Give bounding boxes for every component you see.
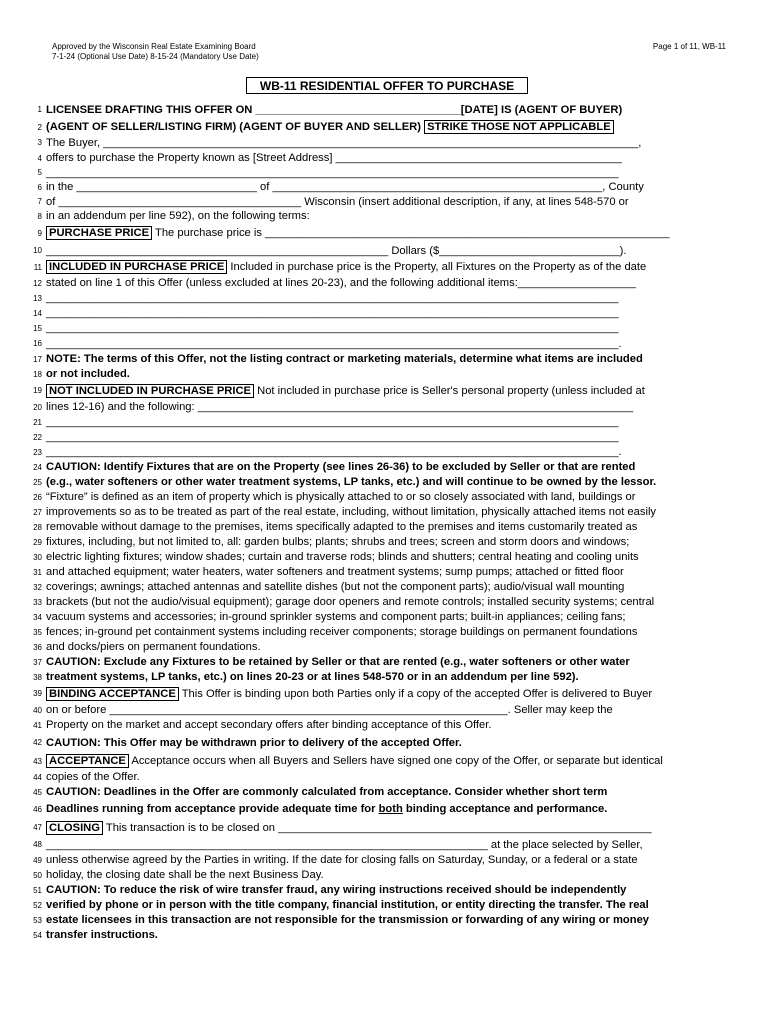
line-text: Acceptance occurs when all Buyers and Sellers have signed one copy of the Offer, or separate but identical <box>128 755 663 767</box>
line-number: 15 <box>33 324 42 333</box>
line-number: 41 <box>33 721 42 730</box>
line-text: stated on line 1 of this Offer (unless excluded at lines 20-23), and the following additional items:___________________ <box>46 277 637 289</box>
line-number: 51 <box>33 886 42 895</box>
line-text: ____________________________________________________________________________________________ <box>46 431 619 443</box>
line-number: 17 <box>33 355 42 364</box>
line-number: 9 <box>37 229 42 238</box>
line-number: 53 <box>33 916 42 925</box>
form-line <box>30 400 730 415</box>
line-number: 23 <box>33 448 42 457</box>
form-line <box>30 352 730 367</box>
line-number: 31 <box>33 568 42 577</box>
line-number: 35 <box>33 628 42 637</box>
form-title: WB-11 RESIDENTIAL OFFER TO PURCHASE <box>246 77 528 94</box>
line-text: of _______________________________________ Wisconsin (insert additional description, if any, at lines 548-570 or <box>46 196 629 208</box>
form-line <box>30 655 730 670</box>
line-number: 5 <box>37 168 42 177</box>
form-line <box>30 505 730 520</box>
line-text: both <box>378 803 403 815</box>
form-line <box>30 535 730 550</box>
line-number: 42 <box>33 738 42 747</box>
line-number: 33 <box>33 598 42 607</box>
section-heading: PURCHASE PRICE <box>46 226 152 240</box>
form-line <box>30 837 730 853</box>
line-text: vacuum systems and accessories; in-ground sprinkler systems and component parts; built-in appliances; ceiling fans; <box>46 611 626 623</box>
form-line <box>30 595 730 610</box>
line-text: LICENSEE DRAFTING THIS OFFER ON _________________________________[DATE] IS (AGENT OF BUYER) <box>46 104 623 116</box>
line-text: (e.g., water softeners or other water treatment systems, LP tanks, etc.) and will continue to be owned by the lessor. <box>46 476 657 488</box>
form-line <box>30 430 730 445</box>
page-indicator: Page 1 of 11, WB-11 <box>652 42 726 51</box>
line-text: CAUTION: Deadlines in the Offer are commonly calculated from acceptance. Consider whether short term <box>46 786 608 798</box>
line-text: ____________________________________________________________________________________________ <box>46 167 619 179</box>
form-line <box>30 209 730 224</box>
line-text: ____________________________________________________________________________________________ <box>46 416 619 428</box>
line-text: coverings; awnings; attached antennas and satellite dishes (but not the component parts); audio/visual wall mounting <box>46 581 625 593</box>
form-line <box>30 565 730 580</box>
form-line <box>30 382 730 400</box>
form-line <box>30 276 730 291</box>
line-number: 47 <box>33 823 42 832</box>
section-heading: BINDING ACCEPTANCE <box>46 687 179 701</box>
form-line <box>30 415 730 430</box>
line-number: 4 <box>37 154 42 163</box>
form-line <box>30 166 730 180</box>
line-text: The purchase price is _________________________________________________________________ <box>152 227 670 239</box>
line-text: estate licensees in this transaction are not responsible for the transmission or forwarding of any wiring or money <box>46 914 650 926</box>
form-line <box>30 490 730 505</box>
line-text: CAUTION: This Offer may be withdrawn prior to delivery of the accepted Offer. <box>46 737 462 749</box>
form-line <box>30 180 730 195</box>
form-line <box>30 151 730 166</box>
line-number: 24 <box>33 463 42 472</box>
form-line <box>30 913 730 928</box>
section-heading: ACCEPTANCE <box>46 754 129 768</box>
line-number: 30 <box>33 553 42 562</box>
line-text: or not included. <box>46 368 130 380</box>
approval-line: Approved by the Wisconsin Real Estate Examining Board <box>52 42 256 51</box>
line-number: 8 <box>37 212 42 221</box>
section-heading: NOT INCLUDED IN PURCHASE PRICE <box>46 384 254 398</box>
line-text: on or before ________________________________________________________________. Seller may keep the <box>46 704 613 716</box>
form-line <box>30 224 730 243</box>
line-text: ____________________________________________________________________________________________ <box>46 307 619 319</box>
line-text: and attached equipment; water heaters, water softeners and treatment systems; sump pumps; attached or fitted floor <box>46 566 624 578</box>
line-number: 29 <box>33 538 42 547</box>
line-number: 10 <box>33 246 42 255</box>
line-number: 16 <box>33 339 42 348</box>
line-text: “Fixture” is defined as an item of property which is physically attached to or so closely associated with land, buildings or <box>46 491 636 503</box>
line-text: brackets (but not the audio/visual equipment); garage door openers and remote controls; installed security systems; central <box>46 596 655 608</box>
line-text: _______________________________________________________________________ at the place selected by Seller, <box>46 839 643 851</box>
form-line <box>30 640 730 655</box>
line-number: 50 <box>33 871 42 880</box>
line-number: 19 <box>33 386 42 395</box>
line-text: CAUTION: To reduce the risk of wire transfer fraud, any wiring instructions received should be independently <box>46 884 627 896</box>
line-number: 54 <box>33 931 42 940</box>
line-text: and docks/piers on permanent foundations. <box>46 641 261 653</box>
form-line <box>30 336 730 352</box>
line-text: unless otherwise agreed by the Parties in writing. If the date for closing falls on Saturday, Sunday, or a federal or a state <box>46 854 638 866</box>
line-number: 34 <box>33 613 42 622</box>
form-line <box>30 120 730 135</box>
line-number: 18 <box>33 370 42 379</box>
line-number: 44 <box>33 773 42 782</box>
form-line <box>30 135 730 151</box>
form-line <box>30 883 730 898</box>
line-number: 45 <box>33 788 42 797</box>
form-line <box>30 460 730 475</box>
form-line <box>30 868 730 883</box>
line-number: 12 <box>33 279 42 288</box>
form-line <box>30 785 730 800</box>
line-text: This transaction is to be closed on ____________________________________________________________ <box>102 822 652 834</box>
line-text: ____________________________________________________________________________________________ <box>46 322 619 334</box>
line-number: 2 <box>37 123 42 132</box>
line-text: removable without damage to the premises, items specifically adapted to the premises and items customarily treated as <box>46 521 638 533</box>
form-line <box>30 475 730 490</box>
line-text: binding acceptance and performance. <box>402 803 608 815</box>
line-text: in an addendum per line 592), on the following terms: <box>46 210 310 222</box>
form-line <box>30 445 730 460</box>
line-number: 11 <box>33 263 42 272</box>
section-heading: STRIKE THOSE NOT APPLICABLE <box>424 120 614 134</box>
line-number: 25 <box>33 478 42 487</box>
form-line <box>30 195 730 209</box>
line-text: Deadlines running from acceptance provide adequate time for <box>46 803 379 815</box>
form-line <box>30 703 730 718</box>
form-line <box>30 800 730 819</box>
line-text: offers to purchase the Property known as [Street Address] ______________________________________________ <box>46 152 622 164</box>
line-text: ____________________________________________________________________________________________. <box>46 338 622 350</box>
line-text: CAUTION: Exclude any Fixtures to be retained by Seller or that are rented (e.g., water softeners or other water <box>46 656 630 668</box>
line-text: fences; in-ground pet containment systems including receiver components; storage buildings on permanent foundations <box>46 626 638 638</box>
form-line <box>30 100 730 120</box>
line-text: _______________________________________________________ Dollars ($_____________________________). <box>46 245 627 257</box>
line-text: holiday, the closing date shall be the next Business Day. <box>46 869 324 881</box>
line-number: 40 <box>33 706 42 715</box>
line-number: 48 <box>33 840 42 849</box>
line-number: 13 <box>33 294 42 303</box>
line-text: copies of the Offer. <box>46 771 140 783</box>
form-line <box>30 718 730 733</box>
line-number: 22 <box>33 433 42 442</box>
line-text: CAUTION: Identify Fixtures that are on the Property (see lines 26-36) to be excluded by Seller or that are rented <box>46 461 636 473</box>
line-number: 1 <box>37 105 42 114</box>
section-heading: CLOSING <box>46 821 103 835</box>
use-dates-line: 7-1-24 (Optional Use Date) 8-15-24 (Mandatory Use Date) <box>52 52 259 61</box>
line-number: 6 <box>37 183 42 192</box>
line-number: 52 <box>33 901 42 910</box>
line-text: ____________________________________________________________________________________________ <box>46 292 619 304</box>
form-line <box>30 520 730 535</box>
line-text: Not included in purchase price is Seller's personal property (unless included at <box>254 385 645 397</box>
form-line <box>30 733 730 753</box>
line-text: lines 12-16) and the following: ______________________________________________________________________ <box>46 401 634 413</box>
approval-header <box>52 42 259 62</box>
form-line <box>30 670 730 685</box>
line-text: Included in purchase price is the Property, all Fixtures on the Property as of the date <box>227 261 647 273</box>
line-number: 28 <box>33 523 42 532</box>
form-line <box>30 580 730 595</box>
line-text: The Buyer, ______________________________________________________________________________________, <box>46 137 642 149</box>
line-number: 26 <box>33 493 42 502</box>
form-line <box>30 243 730 259</box>
line-text: transfer instructions. <box>46 929 158 941</box>
line-text: electric lighting fixtures; window shades; curtain and traverse rods; blinds and shutters; central heating and cooling units <box>46 551 639 563</box>
form-line <box>30 753 730 770</box>
form-line <box>30 259 730 276</box>
line-number: 21 <box>33 418 42 427</box>
form-line <box>30 550 730 565</box>
form-line <box>30 898 730 913</box>
line-text: verified by phone or in person with the title company, financial institution, or entity directing the transfer. The real <box>46 899 649 911</box>
line-number: 38 <box>33 673 42 682</box>
line-number: 27 <box>33 508 42 517</box>
form-line <box>30 928 730 943</box>
line-number: 7 <box>37 197 42 206</box>
line-text: ____________________________________________________________________________________________. <box>46 446 622 458</box>
line-text: in the _____________________________ of _____________________________________________________, County <box>46 181 644 193</box>
form-line <box>30 291 730 306</box>
line-text: Property on the market and accept secondary offers after binding acceptance of this Offer. <box>46 719 492 731</box>
line-number: 14 <box>33 309 42 318</box>
line-number: 36 <box>33 643 42 652</box>
form-line <box>30 853 730 868</box>
line-text: This Offer is binding upon both Parties only if a copy of the accepted Offer is delivered to Buyer <box>178 688 653 700</box>
line-text: (AGENT OF SELLER/LISTING FIRM) (AGENT OF BUYER AND SELLER) <box>46 121 425 133</box>
line-number: 37 <box>33 658 42 667</box>
form-line <box>30 685 730 703</box>
form-line <box>30 610 730 625</box>
line-text: treatment systems, LP tanks, etc.) on lines 20-23 or at lines 548-570 or in an addendum per line 592). <box>46 671 579 683</box>
form-body <box>30 100 730 943</box>
line-number: 20 <box>33 403 42 412</box>
form-line <box>30 321 730 336</box>
form-line <box>30 367 730 382</box>
line-text: improvements so as to be treated as part of the real estate, including, without limitation, physically attached items not easily <box>46 506 657 518</box>
line-number: 49 <box>33 856 42 865</box>
form-line <box>30 770 730 785</box>
form-line <box>30 625 730 640</box>
line-number: 32 <box>33 583 42 592</box>
line-text: NOTE: The terms of this Offer, not the listing contract or marketing materials, determine what items are included <box>46 353 643 365</box>
line-number: 43 <box>33 757 42 766</box>
line-text: fixtures, including, but not limited to, all: garden bulbs; plants; shrubs and trees; screen and storm doors and windows; <box>46 536 630 548</box>
line-number: 46 <box>33 805 42 814</box>
form-line <box>30 819 730 837</box>
line-number: 3 <box>37 138 42 147</box>
form-line <box>30 306 730 321</box>
line-number: 39 <box>33 689 42 698</box>
section-heading: INCLUDED IN PURCHASE PRICE <box>46 260 227 274</box>
